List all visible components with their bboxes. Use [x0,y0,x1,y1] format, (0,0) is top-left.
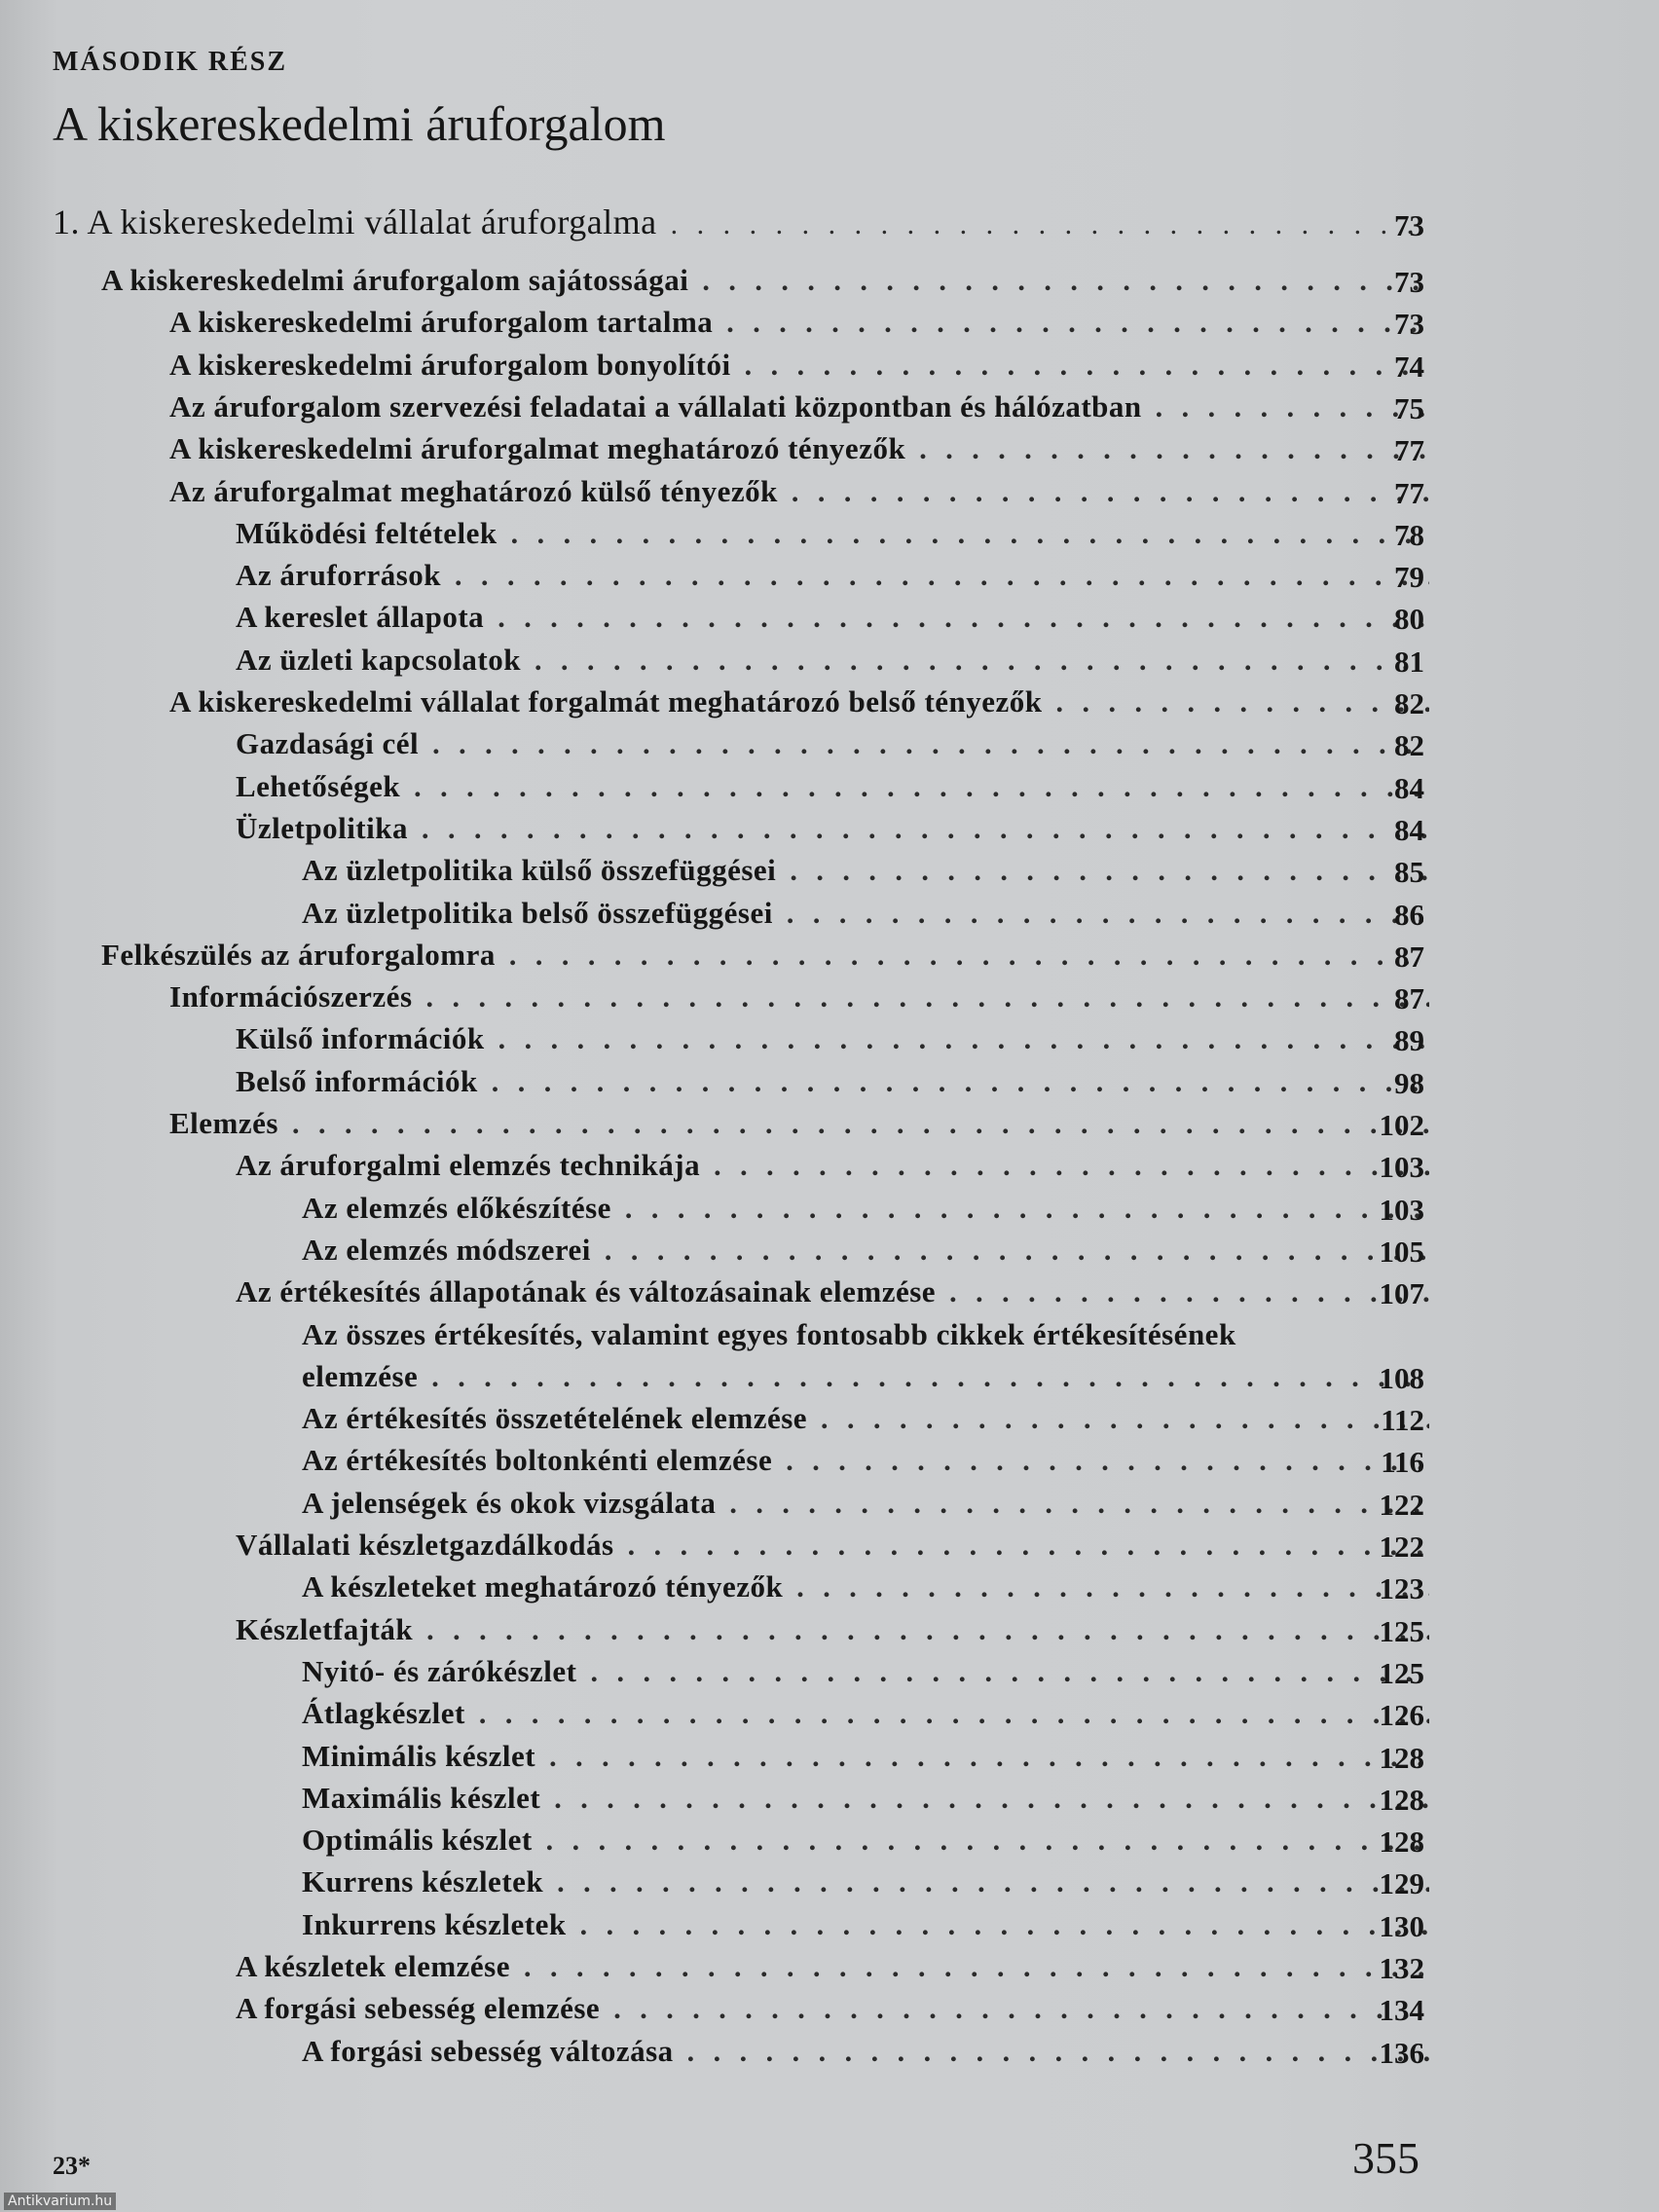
toc-page-number: 132 [1379,1951,1424,1985]
toc-entry [236,807,1429,850]
toc-entry [53,195,1429,249]
toc-page-number: 123 [1379,1571,1424,1606]
toc-page-number: 79 [1394,560,1424,595]
toc-page-number: 134 [1379,1993,1424,2028]
toc-entry-title: A kiskereskedelmi áruforgalom tartalma [169,305,714,340]
toc-entry [169,301,1429,344]
leader-dots [511,513,1429,556]
leader-dots [549,1736,1429,1779]
toc-entry [236,596,1429,639]
toc-page-number: 89 [1394,1023,1424,1058]
toc-entry [236,1524,1429,1567]
leader-dots [613,1988,1429,2031]
toc-entry [302,1187,1429,1230]
leader-dots [702,260,1429,303]
toc-entry-title: Felkészülés az áruforgalomra [101,937,496,972]
leader-dots [554,1778,1429,1821]
toc-entry-title: Optimális készlet [302,1823,533,1858]
toc-entry [236,722,1429,765]
toc-entry [302,1229,1429,1272]
toc-entry [236,639,1429,682]
toc-entry-title: Nyitó- és zárókészlet [302,1653,577,1688]
watermark-text: Antikvarium.hu [4,2193,116,2210]
toc-entry-title: A készletek elemzése [236,1949,510,1983]
toc-entry-title: Minimális készlet [302,1738,536,1773]
page-number: 355 [1352,2133,1419,2183]
toc-page-number: 102 [1379,1108,1424,1142]
toc-page-number: 86 [1394,897,1424,932]
toc-entry [169,427,1429,470]
toc-entry-title: Az üzletpolitika belső összefüggései [302,895,773,930]
leader-dots [796,1567,1429,1609]
toc-page-number: 85 [1394,855,1424,890]
toc-entry [236,512,1429,555]
toc-entry [169,344,1429,387]
part-title: A kiskereskedelmi áruforgalom [53,96,666,151]
toc-entry-title: Az üzleti kapcsolatok [236,642,521,677]
toc-entry [236,1144,1429,1187]
toc-page-number: 73 [1394,265,1424,299]
toc-entry-title: A kiskereskedelmi vállalat forgalmát meghatározó belső tényezők [169,684,1043,719]
toc-page-number: 103 [1379,1150,1424,1185]
leader-dots [292,1103,1429,1146]
leader-dots [628,1525,1429,1567]
toc-entry-title: Kurrens készletek [302,1864,544,1899]
toc-page-number: 73 [1394,208,1424,242]
toc-entry-title: Belső információk [236,1063,478,1098]
leader-dots [787,893,1429,936]
toc-entry [302,1482,1429,1525]
toc-entry-title: A forgási sebesség elemzése [236,1991,601,2026]
toc-entry [302,849,1429,892]
toc-page-number: 108 [1379,1360,1424,1395]
leader-dots [426,1609,1429,1652]
toc-page-number: 82 [1394,686,1424,720]
leader-dots [591,1651,1429,1694]
toc-entry-title: Az értékesítés boltonkénti elemzése [302,1443,773,1478]
leader-dots [557,1862,1429,1904]
toc-entry [236,1017,1429,1060]
toc-page-number: 84 [1394,770,1424,805]
toc-page-number: 77 [1394,475,1424,510]
toc-page-number: 77 [1394,433,1424,468]
leader-dots [546,1820,1429,1862]
leader-dots [492,1061,1429,1104]
toc-entry-title: A kereslet állapota [236,600,485,635]
leader-dots [422,808,1429,851]
toc-entry-title: Lehetőségek [236,768,401,803]
toc-entry [302,1735,1429,1778]
toc-entry [302,1355,1429,1398]
toc-entry [302,1650,1429,1693]
toc-entry-title: A kiskereskedelmi áruforgalom bonyolítói [169,347,731,382]
toc-entry-title: A forgási sebesség változása [302,2033,674,2068]
toc-entry [101,934,1429,977]
toc-entry [236,1945,1429,1988]
toc-entry-title: Átlagkészlet [302,1696,465,1731]
toc-entry [302,1903,1429,1946]
toc-page-number: 107 [1379,1276,1424,1311]
toc-entry [236,765,1429,808]
leader-dots [580,1904,1429,1947]
leader-dots [671,198,1429,252]
toc-entry-title: Az áruforgalom szervezési feladatai a vállalati központban és hálózatban [169,388,1142,424]
toc-entry [236,1987,1429,2030]
toc-page-number: 112 [1381,1403,1424,1438]
toc-entry [236,554,1429,597]
toc-entry-title: A kiskereskedelmi áruforgalom sajátosságai [101,263,689,297]
toc-entry [101,259,1429,302]
toc-entry-title: Készletfajták [236,1611,414,1646]
toc-entry-title: Információszerzés [169,979,413,1014]
toc-page-number: 87 [1394,939,1424,974]
toc-entry-title: Maximális készlet [302,1780,541,1815]
toc-entry [236,1608,1429,1651]
toc-entry-title: Az üzletpolitika külső összefüggései [302,853,777,888]
toc-entry [302,1777,1429,1820]
toc-page-number: 128 [1379,1740,1424,1775]
toc-entry-title: Külső információk [236,1021,485,1056]
toc-entry-title: Működési feltételek [236,515,498,550]
leader-dots [431,1356,1429,1399]
toc-page-number: 103 [1379,1192,1424,1227]
toc-entry-title: Vállalati készletgazdálkodás [236,1528,614,1562]
toc-entry-title: 1. A kiskereskedelmi vállalat áruforgalma [53,203,657,241]
toc-entry [169,1102,1429,1145]
toc-page-number: 84 [1394,812,1424,847]
part-label: MÁSODIK RÉSZ [53,47,288,77]
toc-page-number: 122 [1379,1530,1424,1564]
toc-page-number: 87 [1394,981,1424,1016]
toc-page-number: 129 [1379,1866,1424,1901]
toc-entry-title: A jelenségek és okok vizsgálata [302,1485,717,1520]
sheet-signature: 23* [53,2152,91,2180]
toc-page-number: 74 [1394,349,1424,384]
leader-dots [479,1693,1429,1736]
toc-entry [302,1692,1429,1735]
toc-page-number: 75 [1394,390,1424,425]
toc-page-number: 128 [1379,1825,1424,1860]
toc-page-number: 73 [1394,307,1424,342]
toc-entry [302,892,1429,935]
toc-entry-title: Elemzés [169,1106,278,1140]
toc-page-number: 122 [1379,1487,1424,1522]
toc-entry-title: Az elemzés előkészítése [302,1190,611,1225]
leader-dots [625,1188,1429,1231]
toc-page-number: 81 [1394,644,1424,679]
leader-dots [792,471,1429,514]
leader-dots [605,1230,1429,1272]
toc-entry-title: Az értékesítés állapotának és változásainak elemzése [236,1274,937,1309]
toc-page-number: 136 [1379,2035,1424,2070]
leader-dots [790,850,1429,893]
toc-entry [169,470,1429,513]
toc-entry [302,1397,1429,1440]
toc-entry-title: Az áruforgalmat meghatározó külső tényezők [169,473,778,508]
leader-dots [426,977,1429,1019]
toc-page-number: 126 [1379,1698,1424,1733]
toc-entry-title: A kiskereskedelmi áruforgalmat meghatározó tényezők [169,431,906,466]
leader-dots [414,766,1429,809]
toc-page-number: 105 [1379,1234,1424,1269]
leader-dots [745,345,1429,387]
toc-entry [302,1566,1429,1608]
toc-entry-title: elemzése [302,1358,419,1393]
toc-page-number: 82 [1394,728,1424,763]
leader-dots [524,1946,1429,1989]
toc-entry-title: Üzletpolitika [236,810,408,845]
toc-entry-title: Az elemzés módszerei [302,1232,591,1267]
toc-page-number: 125 [1379,1655,1424,1690]
toc-entry [302,1439,1429,1482]
leader-dots [432,723,1429,766]
toc-entry-title: Inkurrens készletek [302,1906,567,1941]
toc-entry [302,1861,1429,1903]
toc-page-number: 80 [1394,602,1424,637]
leader-dots [714,1145,1429,1188]
toc-page-number: 128 [1379,1782,1424,1817]
toc-entry-title: Az áruforgalmi elemzés technikája [236,1148,701,1183]
leader-dots [498,597,1429,640]
toc-entry-title: A készleteket meghatározó tényezők [302,1569,784,1604]
toc-page-number: 125 [1379,1613,1424,1648]
toc-entry [169,976,1429,1018]
toc-entry [169,386,1429,428]
leader-dots [687,2031,1429,2074]
toc-entry-title: Az értékesítés összetételének elemzése [302,1401,808,1436]
toc-page-number: 78 [1394,517,1424,552]
leader-dots [498,1018,1429,1061]
toc-page-number: 116 [1381,1445,1424,1480]
toc-entry [169,681,1429,723]
leader-dots [455,555,1429,598]
toc-page-number: 130 [1379,1908,1424,1943]
toc-entry [236,1271,1429,1313]
toc-entry-title: Gazdasági cél [236,726,420,761]
toc-entry-continued: Az összes értékesítés, valamint egyes fontosabb cikkek értékesítésének [302,1316,1236,1351]
leader-dots [535,640,1429,682]
leader-dots [726,302,1429,345]
toc-entry-title: Az áruforrások [236,558,442,593]
leader-dots [786,1440,1429,1483]
toc-entry [302,2030,1429,2073]
toc-entry [302,1819,1429,1862]
leader-dots [509,935,1429,977]
leader-dots [729,1483,1429,1526]
toc-page-number: 98 [1394,1065,1424,1100]
toc-entry [236,1060,1429,1103]
